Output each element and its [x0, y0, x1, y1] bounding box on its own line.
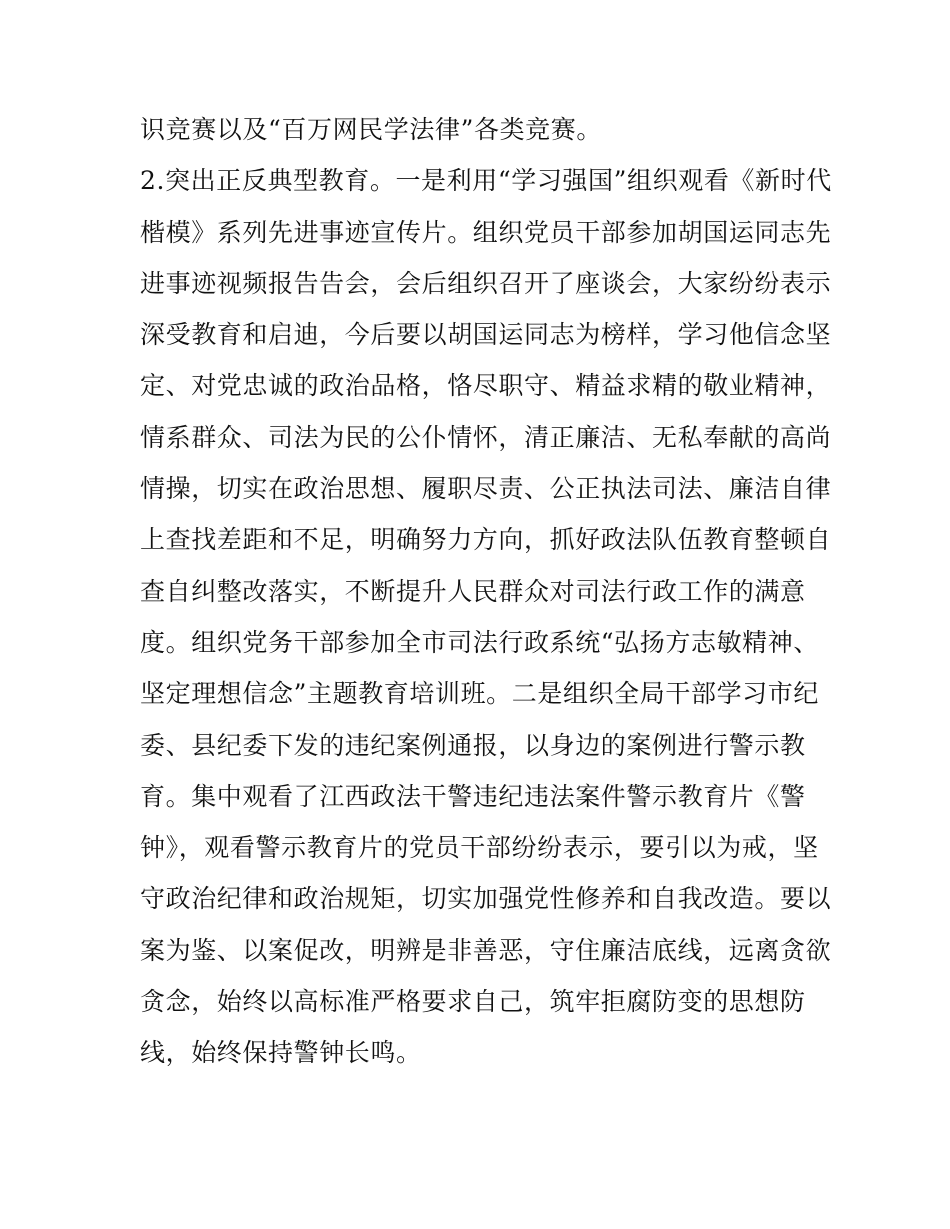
text-line: 定、对党忠诚的政治品格，恪尽职守、精益求精的敬业精神，	[140, 371, 832, 401]
text-line: 识竞赛以及“百万网民学法律”各类竞赛。	[140, 115, 602, 144]
text-line: 上查找差距和不足，明确努力方向，抓好政法队伍教育整顿自	[140, 525, 832, 555]
text-line: 度。组织党务干部参加全市司法行政系统“弘扬方志敏精神、	[140, 627, 819, 657]
text-line: 楷模》系列先进事迹宣传片。组织党员干部参加胡国运同志先	[140, 217, 832, 247]
text-line: 情操，切实在政治思想、履职尽责、公正执法司法、廉洁自律	[140, 474, 832, 504]
text-line: 案为鉴、以案促改，明辨是非善恶，守住廉洁底线，远离贪欲	[140, 935, 832, 965]
text-line: 进事迹视频报告告会，会后组织召开了座谈会，大家纷纷表示	[140, 268, 832, 298]
text-line: 坚定理想信念”主题教育培训班。二是组织全局干部学习市纪	[140, 679, 819, 709]
text-line: 线，始终保持警钟长鸣。	[140, 1038, 422, 1068]
text-line: 钟》，观看警示教育片的党员干部纷纷表示，要引以为戒，坚	[140, 833, 819, 863]
text-line: 2.突出正反典型教育。一是利用“学习强国”组织观看《新时代	[140, 166, 832, 196]
body-text	[140, 104, 832, 1079]
text-line: 育。集中观看了江西政法干警违纪违法案件警示教育片《警	[140, 781, 806, 811]
text-line: 查自纠整改落实，不断提升人民群众对司法行政工作的满意	[140, 576, 806, 606]
text-line: 贪念，始终以高标准严格要求自己，筑牢拒腐防变的思想防	[140, 987, 806, 1017]
text-line: 深受教育和启迪，今后要以胡国运同志为榜样，学习他信念坚	[140, 320, 832, 350]
text-line: 守政治纪律和政治规矩，切实加强党性修养和自我改造。要以	[140, 884, 832, 914]
text-line: 委、县纪委下发的违纪案例通报，以身边的案例进行警示教	[140, 730, 806, 760]
text-line: 情系群众、司法为民的公仆情怀，清正廉洁、无私奉献的高尚	[140, 422, 832, 452]
